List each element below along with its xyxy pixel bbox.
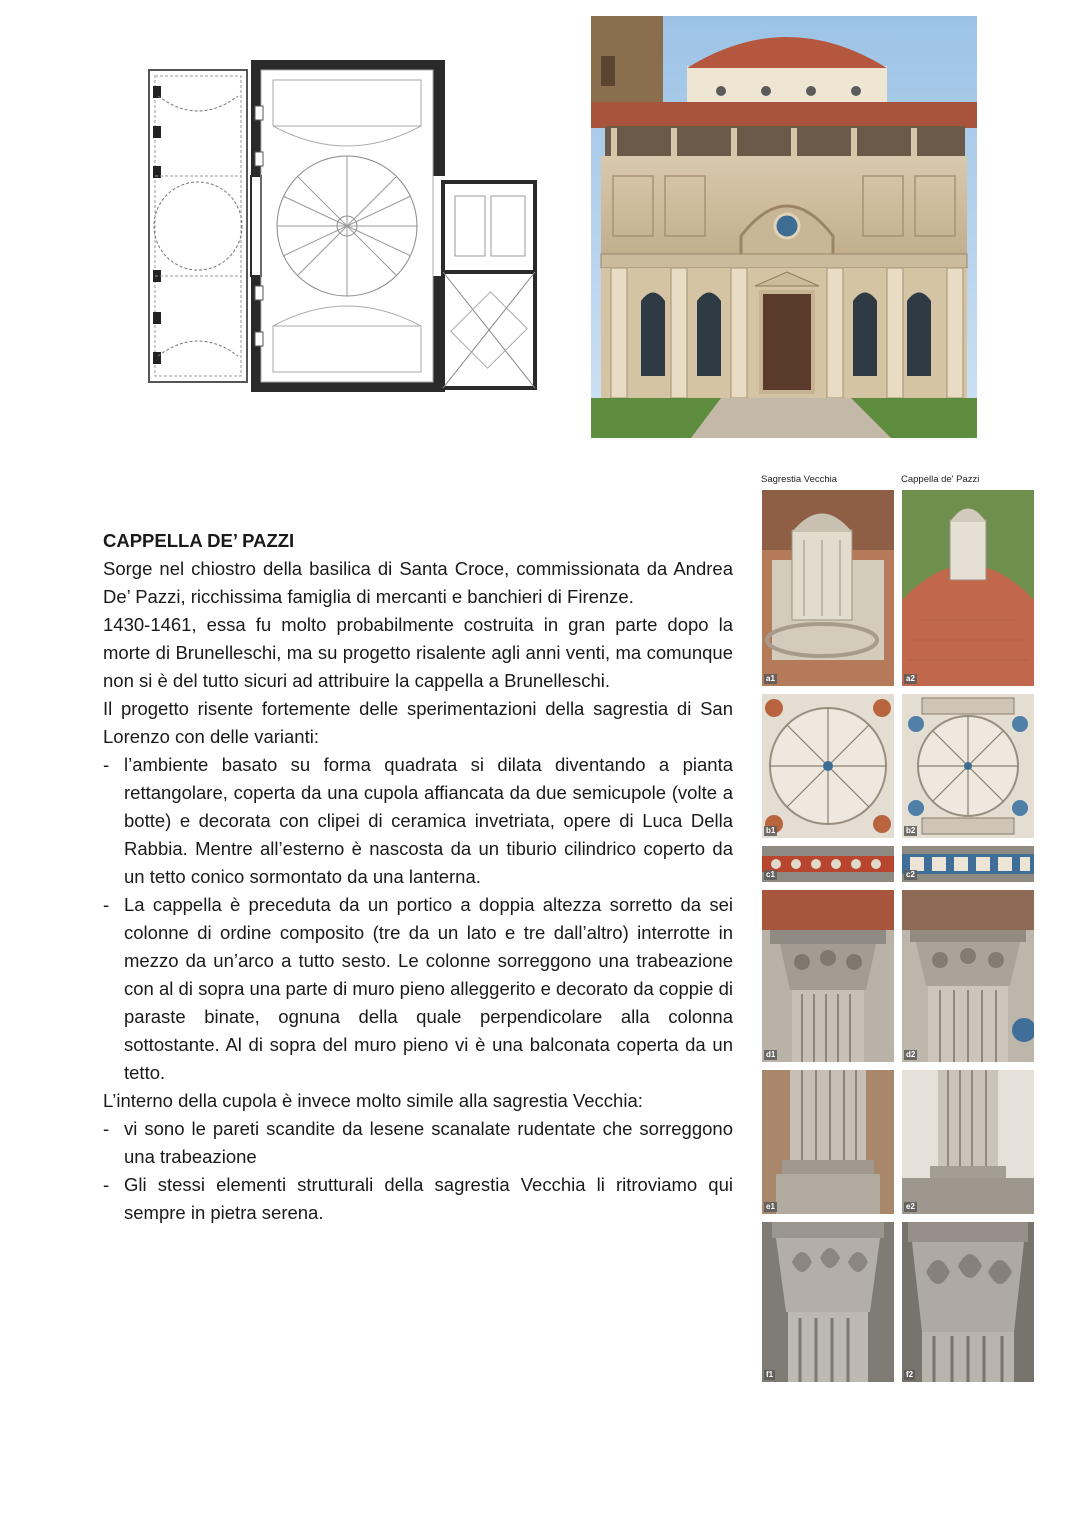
floor-plan-drawing <box>143 56 541 396</box>
paragraph-interior: L’interno della cupola è invece molto simile alla sagrestia Vecchia: <box>103 1090 643 1111</box>
article-title: CAPPELLA DE’ PAZZI <box>103 530 295 551</box>
tag-d1: d1 <box>766 1050 776 1059</box>
thumb-dome-pazzi <box>902 694 1034 838</box>
comparison-label-left: Sagrestia Vecchia <box>761 474 838 485</box>
thumb-lantern-pazzi <box>902 490 1034 686</box>
list-item: - La cappella è preceduta da un portico a doppia altezza sorretto da sei colonne di ordine composito (tre da un lato e tre dall’altro) interrotte in mezzo da un’arco a tutto sesto. Le colonne sorreggono una trabeazione con al di sopra una parte di muro pieno alleggerito e decorato da coppie di paraste binate, ognuna della quale perpendicolare alla colonna sottostante. Al di sopra del muro pieno vi è una balconata coperta da un tetto. <box>103 891 733 1087</box>
tag-f2: f2 <box>906 1370 914 1379</box>
variants-list <box>103 751 733 1087</box>
thumb-capital-pazzi <box>902 890 1034 1062</box>
thumb-composite-pazzi <box>902 1222 1034 1382</box>
list-item: - vi sono le pareti scandite da lesene scanalate rudentate che sorreggono una trabeazione <box>103 1115 733 1171</box>
interior-list <box>103 1115 733 1227</box>
tag-b1: b1 <box>766 826 776 835</box>
thumb-base-sagrestia <box>762 1070 894 1214</box>
thumb-frieze-pazzi <box>902 846 1034 882</box>
tag-b2: b2 <box>906 826 916 835</box>
tag-e2: e2 <box>906 1202 915 1211</box>
facade-photo <box>591 16 977 438</box>
paragraph-intro: Sorge nel chiostro della basilica di Santa Croce, commissionata da Andrea De’ Pazzi, ricchissima famiglia di mercanti e banchieri di Firenze. <box>103 558 733 607</box>
tag-c1: c1 <box>766 870 775 879</box>
thumb-composite-sagrestia <box>762 1222 894 1382</box>
tag-f1: f1 <box>766 1370 774 1379</box>
paragraph-project: Il progetto risente fortemente delle sperimentazioni della sagrestia di San Lorenzo con delle varianti: <box>103 698 733 747</box>
tag-a1: a1 <box>766 674 775 683</box>
thumb-lantern-sagrestia <box>762 490 894 686</box>
article-body <box>103 527 733 1227</box>
thumb-dome-sagrestia <box>762 694 894 838</box>
thumb-frieze-sagrestia <box>762 846 894 882</box>
comparison-label-right: Cappella de' Pazzi <box>901 474 980 485</box>
list-item: - Gli stessi elementi strutturali della sagrestia Vecchia li ritroviamo qui sempre in pietra serena. <box>103 1171 733 1227</box>
tag-a2: a2 <box>906 674 915 683</box>
list-item: - l’ambiente basato su forma quadrata si dilata diventando a pianta rettangolare, coperta da una cupola affiancata da due semicupole (volte a botte) e decorata con clipei di ceramica invetriata, opere di Luca Della Rabbia. Mentre all’esterno è nascosta da un tiburio cilindrico coperto da un tetto conico sormontato da una lanterna. <box>103 751 733 891</box>
thumb-capital-sagrestia <box>762 890 894 1062</box>
tag-d2: d2 <box>906 1050 916 1059</box>
tag-e1: e1 <box>766 1202 775 1211</box>
thumb-base-pazzi <box>902 1070 1034 1214</box>
paragraph-dating: 1430-1461, essa fu molto probabilmente costruita in gran parte dopo la morte di Brunelleschi, ma su progetto risalente agli anni venti, ma comunque non si è del tutto sicuri ad attribuire la cappella a Brunelleschi. <box>103 614 733 691</box>
tag-c2: c2 <box>906 870 915 879</box>
